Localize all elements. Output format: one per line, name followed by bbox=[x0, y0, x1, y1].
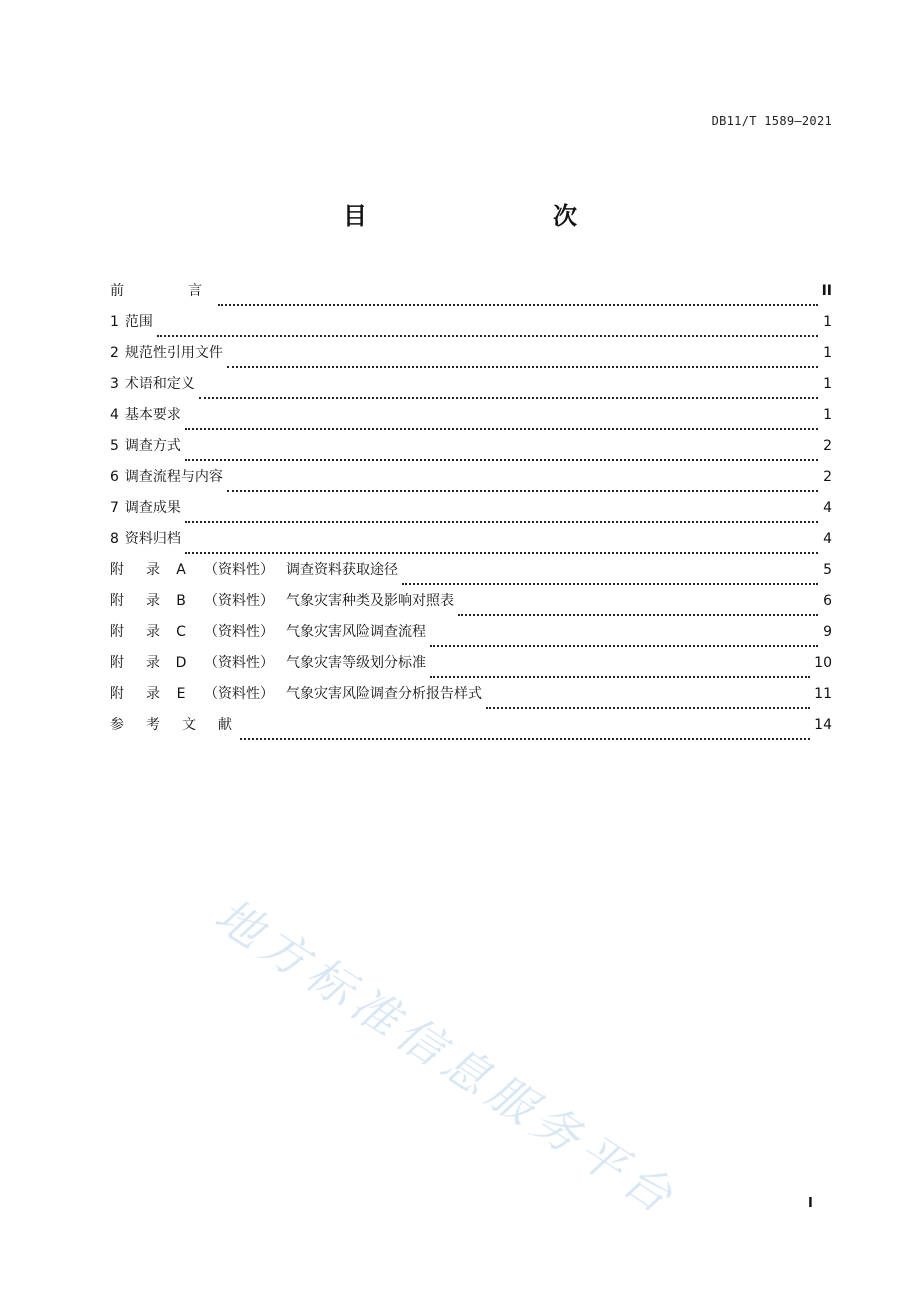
section-number: 6 bbox=[110, 469, 119, 485]
section-number: 1 bbox=[110, 314, 119, 330]
appendix-letter: E bbox=[176, 686, 186, 702]
section-title: 基本要求 bbox=[124, 407, 181, 423]
toc-entry-section[interactable] bbox=[110, 342, 832, 373]
toc-page-number: 2 bbox=[823, 469, 832, 485]
toc-entry-label bbox=[110, 435, 181, 457]
dot-leader bbox=[199, 397, 818, 399]
appendix-title: 气象灾害种类及影响对照表 bbox=[286, 593, 454, 609]
toc-entry-label bbox=[110, 621, 426, 643]
toc-entry-label bbox=[110, 528, 181, 550]
toc-page-number: 5 bbox=[823, 562, 832, 578]
toc-entry-label bbox=[110, 683, 482, 705]
toc-entry-foreword[interactable] bbox=[110, 280, 832, 311]
section-title: 规范性引用文件 bbox=[124, 345, 223, 361]
dot-leader bbox=[185, 521, 818, 523]
appendix-title: 气象灾害风险调查分析报告样式 bbox=[286, 686, 482, 702]
dot-leader bbox=[430, 645, 818, 647]
toc-entry-section[interactable] bbox=[110, 466, 832, 497]
appendix-letter: B bbox=[176, 593, 186, 609]
dot-leader bbox=[240, 738, 810, 740]
table-of-contents bbox=[110, 280, 832, 745]
toc-page-number: 9 bbox=[823, 624, 832, 640]
foreword-label: 前 言 bbox=[110, 283, 214, 299]
appendix-title: 气象灾害风险调查流程 bbox=[286, 624, 426, 640]
dot-leader bbox=[402, 583, 818, 585]
toc-entry-label bbox=[110, 590, 454, 612]
toc-page-number: 14 bbox=[814, 717, 832, 733]
toc-entry-label bbox=[110, 311, 153, 333]
toc-page-number: 6 bbox=[823, 593, 832, 609]
appendix-type: （资料性） bbox=[204, 655, 274, 671]
toc-page-number: 1 bbox=[823, 314, 832, 330]
toc-entry-section[interactable] bbox=[110, 373, 832, 404]
toc-entry-section[interactable] bbox=[110, 528, 832, 559]
appendix-prefix: 附 录 bbox=[110, 562, 164, 578]
toc-entry-label bbox=[110, 559, 398, 581]
toc-entry-section[interactable] bbox=[110, 311, 832, 342]
toc-entry-section[interactable] bbox=[110, 497, 832, 528]
section-title: 调查方式 bbox=[124, 438, 181, 454]
toc-page-number: II bbox=[821, 283, 832, 299]
appendix-type: （资料性） bbox=[204, 562, 274, 578]
toc-entry-appendix[interactable] bbox=[110, 683, 832, 714]
toc-entry-references[interactable] bbox=[110, 714, 832, 745]
dot-leader bbox=[227, 366, 818, 368]
toc-entry-label bbox=[110, 652, 426, 674]
toc-page-number: 10 bbox=[814, 655, 832, 671]
toc-entry-label bbox=[110, 373, 195, 395]
toc-page-number: 2 bbox=[823, 438, 832, 454]
toc-page-number: 1 bbox=[823, 345, 832, 361]
dot-leader bbox=[227, 490, 818, 492]
toc-page-number: 4 bbox=[823, 531, 832, 547]
section-number: 5 bbox=[110, 438, 119, 454]
toc-title: 目 次 bbox=[343, 202, 623, 230]
toc-page-number: 1 bbox=[823, 376, 832, 392]
section-number: 3 bbox=[110, 376, 119, 392]
toc-entry-appendix[interactable] bbox=[110, 652, 832, 683]
toc-page-number: 1 bbox=[823, 407, 832, 423]
toc-entry-section[interactable] bbox=[110, 435, 832, 466]
toc-entry-label bbox=[110, 342, 223, 364]
toc-entry-section[interactable] bbox=[110, 404, 832, 435]
page-number: I bbox=[808, 1196, 813, 1211]
toc-entry-label bbox=[110, 404, 181, 426]
dot-leader bbox=[458, 614, 818, 616]
dot-leader bbox=[185, 459, 818, 461]
watermark: 地方标准信息服务平台 bbox=[205, 887, 688, 1227]
section-title: 调查流程与内容 bbox=[124, 469, 223, 485]
dot-leader bbox=[218, 304, 818, 306]
dot-leader bbox=[430, 676, 810, 678]
appendix-title: 调查资料获取途径 bbox=[286, 562, 398, 578]
appendix-prefix: 附 录 bbox=[110, 624, 164, 640]
appendix-type: （资料性） bbox=[204, 593, 274, 609]
toc-page-number: 4 bbox=[823, 500, 832, 516]
section-number: 2 bbox=[110, 345, 119, 361]
dot-leader bbox=[185, 428, 818, 430]
appendix-prefix: 附 录 bbox=[110, 686, 164, 702]
toc-entry-label bbox=[110, 280, 214, 302]
appendix-type: （资料性） bbox=[204, 624, 274, 640]
toc-entry-label bbox=[110, 466, 223, 488]
appendix-letter: D bbox=[175, 655, 187, 671]
toc-entry-appendix[interactable] bbox=[110, 590, 832, 621]
toc-page-number: 11 bbox=[814, 686, 832, 702]
appendix-letter: A bbox=[176, 562, 186, 578]
dot-leader bbox=[486, 707, 810, 709]
section-title: 资料归档 bbox=[124, 531, 181, 547]
section-title: 术语和定义 bbox=[124, 376, 195, 392]
section-title: 范围 bbox=[124, 314, 153, 330]
appendix-prefix: 附 录 bbox=[110, 655, 164, 671]
toc-entry-appendix[interactable] bbox=[110, 621, 832, 652]
document-code: DB11/T 1589—2021 bbox=[711, 114, 832, 128]
appendix-prefix: 附 录 bbox=[110, 593, 164, 609]
appendix-letter: C bbox=[176, 624, 186, 640]
appendix-title: 气象灾害等级划分标准 bbox=[286, 655, 426, 671]
dot-leader bbox=[185, 552, 818, 554]
references-label: 参 考 文 献 bbox=[110, 717, 236, 733]
dot-leader bbox=[157, 335, 818, 337]
toc-entry-label bbox=[110, 714, 236, 736]
toc-entry-label bbox=[110, 497, 181, 519]
section-number: 7 bbox=[110, 500, 119, 516]
section-number: 4 bbox=[110, 407, 119, 423]
section-title: 调查成果 bbox=[124, 500, 181, 516]
section-number: 8 bbox=[110, 531, 119, 547]
appendix-type: （资料性） bbox=[204, 686, 274, 702]
toc-entry-appendix[interactable] bbox=[110, 559, 832, 590]
